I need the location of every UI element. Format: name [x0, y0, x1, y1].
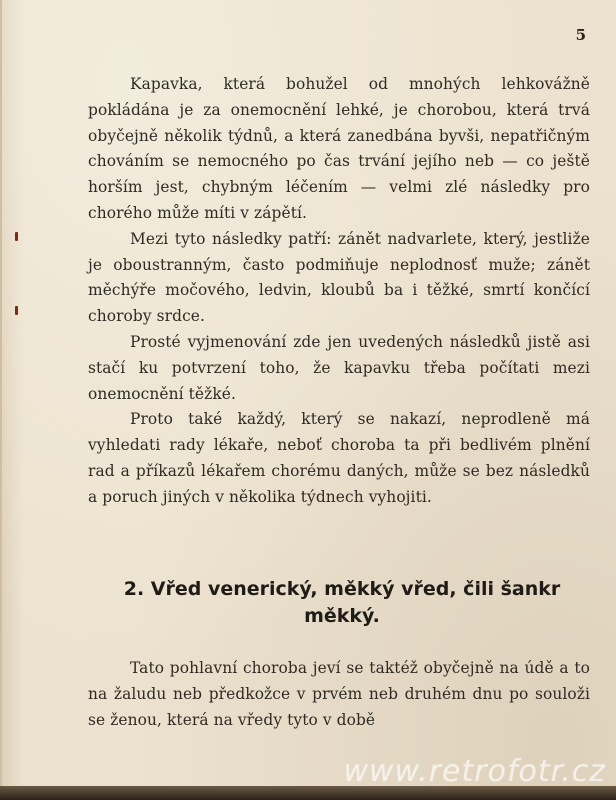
margin-mark	[15, 306, 18, 315]
page-number: 5	[575, 26, 586, 44]
section-heading: 2. Vřed venerický, měkký vřed, čili šankr měkký.	[123, 578, 561, 627]
paragraph: Kapavka, která bohužel od mnohých lehkovážně pokládána je za onemocnění lehké, je chorobou, která trvá obyčejně několik týdnů, a která zanedbána byvši, nepatřičným chováním se nemocného po čas trvání jejího neb — co ještě horším jest, chybným léčením — velmi zlé následky pro chorého může míti v zápětí.	[88, 75, 590, 222]
paragraph: Tato pohlavní choroba jeví se taktéž obyčejně na údě a to na žaludu neb předkožce v prvém neb druhém dnu po souloži se ženou, která na vředy tyto v době	[88, 659, 590, 729]
text-block-bottom	[88, 656, 590, 733]
paragraph: Prosté vyjmenování zde jen uvedených následků jistě asi stačí ku potvrzení toho, že kapavku třeba počítati mezi onemocnění těžké.	[88, 332, 590, 403]
text-block-top	[88, 72, 590, 511]
watermark: www.retrofotr.cz	[343, 754, 606, 789]
paragraph: Mezi tyto následky patří: zánět nadvarlete, který, jestliže je oboustranným, často podmiňuje neplodnosť muže; zánět měchýře močového, ledvin, kloubů ba i těžké, smrtí končící choroby srdce.	[88, 229, 590, 326]
margin-mark	[15, 232, 18, 241]
paragraph: Proto také každý, který se nakazí, neprodleně má vyhledati rady lékaře, neboť choroba ta při bedlivém plnění rad a příkazů lékařem chorému daných, může se bez následků a poruch jiných v několika týdnech vyhojiti.	[88, 410, 590, 506]
